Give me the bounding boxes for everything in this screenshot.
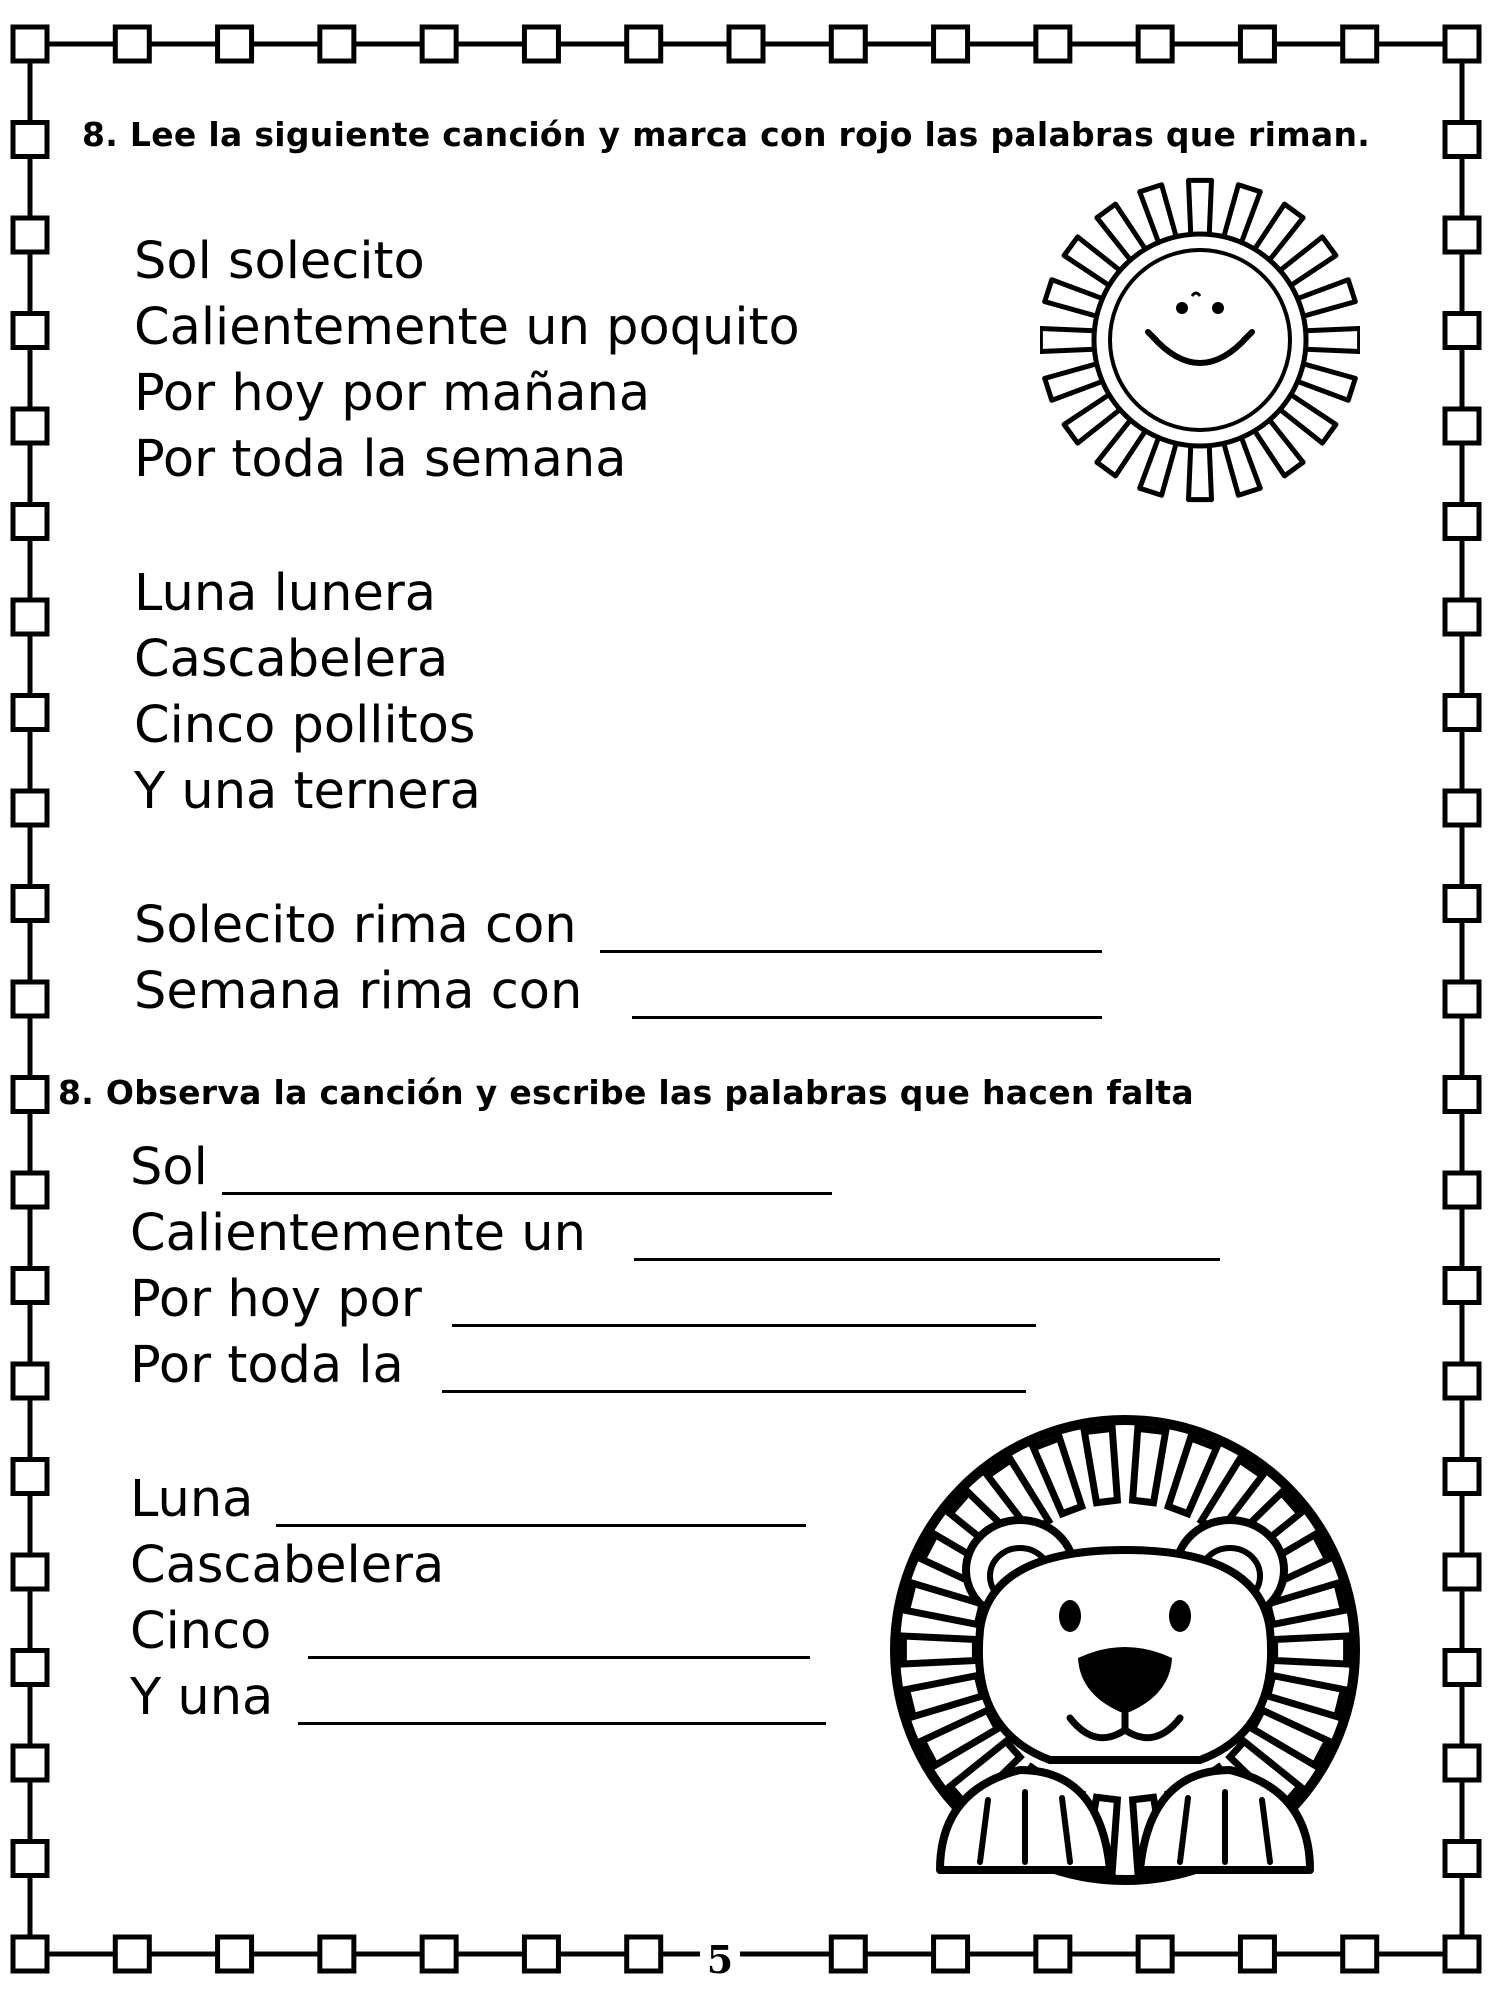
- page-number: 5: [700, 1934, 740, 1986]
- song-line: Sol solecito: [134, 232, 425, 291]
- fill-prompt: Cinco: [130, 1602, 272, 1661]
- answer-blank[interactable]: [600, 950, 1102, 953]
- song-line: Por toda la semana: [134, 430, 627, 489]
- song-line: Y una ternera: [134, 762, 481, 821]
- fill-prompt: Y una: [130, 1668, 274, 1727]
- song-line: Por hoy por mañana: [134, 364, 651, 423]
- song-line: Luna lunera: [134, 564, 437, 623]
- fill-prompt: Por hoy por: [130, 1270, 422, 1329]
- answer-blank[interactable]: [222, 1192, 832, 1195]
- rhyme-question: Semana rima con: [134, 962, 583, 1021]
- exercise-2-heading: 8. Observa la canción y escribe las palabras que hacen falta: [58, 1073, 1194, 1112]
- song-line: Cascabelera: [134, 630, 449, 689]
- sun-icon: [1040, 168, 1360, 548]
- fill-prompt: Luna: [130, 1470, 254, 1529]
- lion-icon: [870, 1400, 1390, 1900]
- song-line: Calientemente un poquito: [134, 298, 800, 357]
- answer-blank[interactable]: [452, 1324, 1036, 1327]
- exercise-1-heading: 8. Lee la siguiente canción y marca con rojo las palabras que riman.: [82, 115, 1371, 154]
- song-line: Cinco pollitos: [134, 696, 476, 755]
- answer-blank[interactable]: [276, 1524, 806, 1527]
- rhyme-question: Solecito rima con: [134, 896, 577, 955]
- fill-prompt: Calientemente un: [130, 1204, 586, 1263]
- answer-blank[interactable]: [442, 1390, 1026, 1393]
- fill-prompt: Por toda la: [130, 1336, 404, 1395]
- fill-prompt: Sol: [130, 1138, 208, 1197]
- answer-blank[interactable]: [308, 1656, 810, 1659]
- answer-blank[interactable]: [632, 1016, 1102, 1019]
- answer-blank[interactable]: [298, 1722, 826, 1725]
- fill-prompt: Cascabelera: [130, 1536, 445, 1595]
- answer-blank[interactable]: [634, 1258, 1220, 1261]
